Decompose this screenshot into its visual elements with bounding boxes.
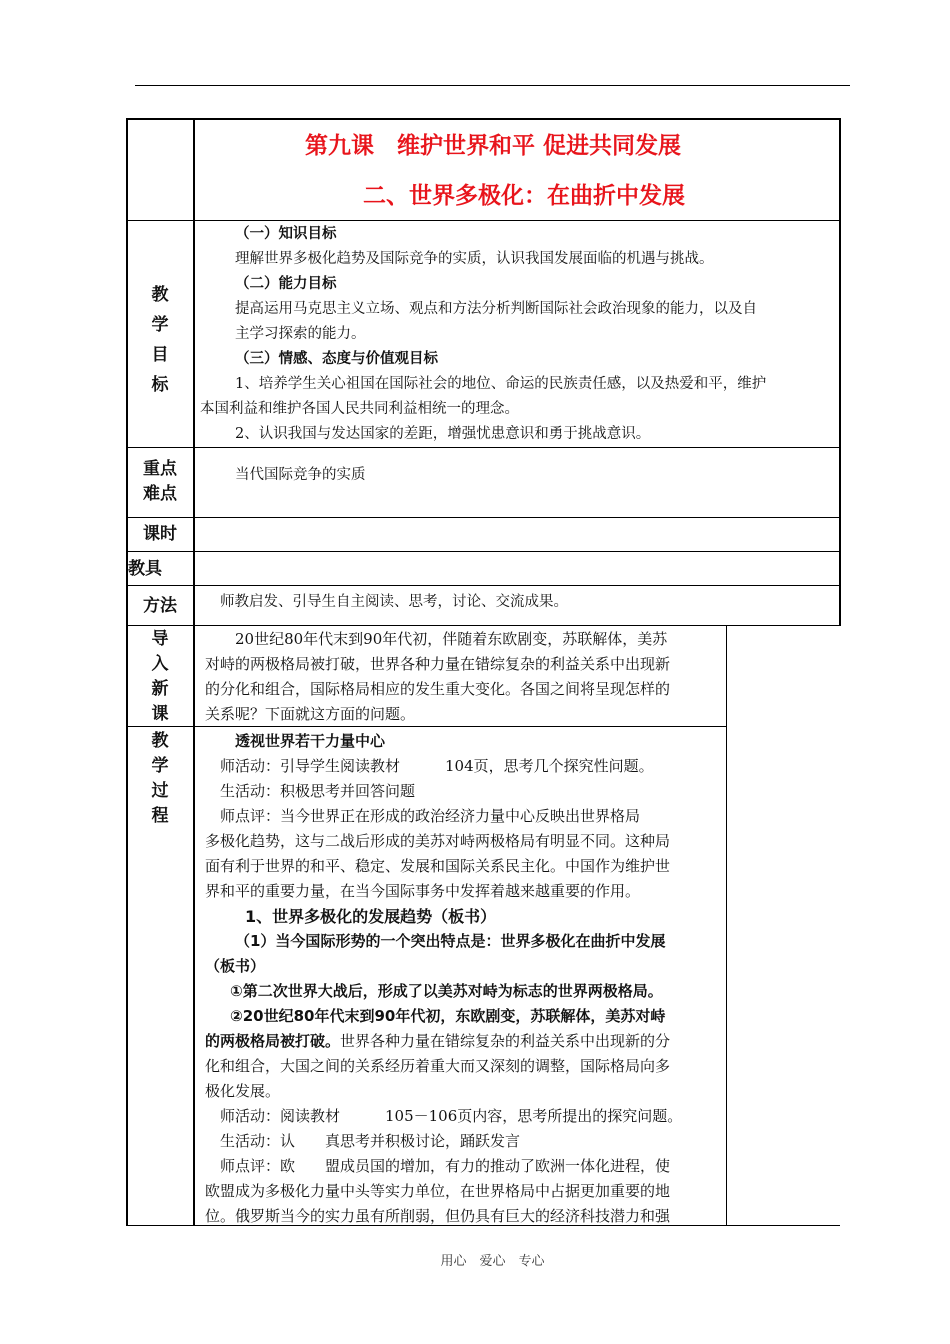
intro-label-char: 课 — [151, 704, 169, 724]
board-point-line — [205, 1029, 725, 1054]
row-divider — [127, 551, 840, 552]
section-title: 二、世界多极化：在曲折中发展 — [363, 183, 685, 209]
method-label: 方法 — [143, 596, 177, 616]
intro-line: 20世纪80年代末到90年代初，伴随着东欧剧变，苏联解体，美苏 — [205, 630, 668, 648]
goals-label — [140, 280, 180, 400]
goals-label-char: 教 — [151, 285, 169, 305]
key-points-label-line: 重点 — [143, 459, 177, 479]
lesson-title: 第九课 维护世界和平 促进共同发展 — [305, 133, 682, 159]
intro-label-char: 导 — [151, 629, 169, 649]
board-point: ①第二次世界大战后，形成了以美苏对峙为标志的世界两极格局。 — [230, 982, 663, 1000]
ability-heading: （二）能力目标 — [235, 276, 337, 292]
intro-line: 关系呢？下面就这方面的问题。 — [205, 705, 416, 723]
teacher-activity: 师活动：引导学生阅读教材 104页，思考几个探究性问题。 — [220, 757, 654, 775]
method-text: 师教启发、引导生自主阅读、思考，讨论、交流成果。 — [220, 594, 568, 610]
row-divider — [127, 220, 840, 221]
key-points-label-line: 难点 — [143, 484, 177, 504]
goals-label-char: 目 — [151, 345, 169, 365]
row-divider — [127, 447, 840, 448]
student-activity: 生活动：积极思考并回答问题 — [220, 782, 416, 800]
board-point-line: 极化发展。 — [205, 1082, 281, 1100]
teacher-comment-line: 师点评：当今世界正在形成的政治经济力量中心反映出世界格局 — [220, 807, 641, 825]
process-topic: 透视世界若干力量中心 — [235, 732, 386, 750]
teacher-comment-line: 欧盟成为多极化力量中头等实力单位，在世界格局中占据更加重要的地 — [205, 1182, 671, 1200]
teacher-activity: 师活动：阅读教材 105－106页内容，思考所提出的探究问题。 — [220, 1107, 683, 1125]
process-label-char: 学 — [151, 756, 169, 776]
board-point: ②20世纪80年代末到90年代初，东欧剧变，苏联解体，美苏对峙 — [230, 1007, 666, 1025]
teacher-comment-line: 位。俄罗斯当今的实力虽有所削弱，但仍具有巨大的经济科技潜力和强 — [205, 1207, 671, 1225]
emotion-text: 本国利益和维护各国人民共同利益相统一的理念。 — [200, 401, 519, 417]
emotion-text: 2、认识我国与发达国家的差距，增强忧患意识和勇于挑战意识。 — [235, 426, 651, 442]
table-left-border — [126, 118, 128, 1226]
key-points-label — [140, 457, 180, 507]
knowledge-text: 理解世界多极化趋势及国际竞争的实质，认识我国发展面临的机遇与挑战。 — [235, 251, 714, 267]
label-column-divider — [193, 118, 195, 1226]
row-divider — [127, 585, 840, 586]
table-top-border — [127, 118, 840, 120]
student-activity: 生活动：认 真思考并积极讨论，踊跃发言 — [220, 1132, 521, 1150]
board-point-bold: 的两极格局被打破。 — [205, 1032, 341, 1050]
process-label-char: 过 — [151, 781, 169, 801]
intro-line: 对峙的两极格局被打破，世界各种力量在错综复杂的利益关系中出现新 — [205, 655, 671, 673]
teacher-comment-line: 界和平的重要力量，在当今国际事务中发挥着越来越重要的作用。 — [205, 882, 641, 900]
knowledge-heading: （一）知识目标 — [235, 226, 337, 242]
intro-line: 的分化和组合，国际格局相应的发生重大变化。各国之间将呈现怎样的 — [205, 680, 671, 698]
teacher-comment-line: 面有利于世界的和平、稳定、发展和国际关系民主化。中国作为维护世 — [205, 857, 671, 875]
goals-content — [200, 222, 835, 447]
teacher-comment-line: 多极化趋势，这与二战后形成的美苏对峙两极格局有明显不同。这种局 — [205, 832, 671, 850]
emotion-heading: （三）情感、态度与价值观目标 — [235, 351, 438, 367]
teacher-comment-line: 师点评：欧 盟成员国的增加，有力的推动了欧洲一体化进程，使 — [220, 1157, 671, 1175]
emotion-text: 1、培养学生关心祖国在国际社会的地位、命运的民族责任感，以及热爱和平，维护 — [235, 376, 767, 392]
intro-content — [205, 627, 725, 727]
board-point-text: 世界各种力量在错综复杂的利益关系中出现新的分 — [340, 1032, 671, 1050]
board-subheading: （1）当今国际形势的一个突出特点是：世界多极化在曲折中发展 — [235, 932, 666, 950]
process-content — [205, 729, 725, 1229]
process-label-char: 教 — [151, 731, 169, 751]
table-right-border — [839, 118, 841, 626]
page-footer: 用心 爱心 专心 — [440, 1254, 545, 1269]
intro-label-char: 入 — [151, 654, 169, 674]
process-label — [140, 729, 180, 829]
key-points-text: 当代国际竞争的实质 — [235, 467, 366, 483]
intro-label — [140, 627, 180, 727]
ability-text: 提高运用马克思主义立场、观点和方法分析判断国际社会政治现象的能力，以及自 — [235, 301, 757, 317]
goals-label-char: 标 — [151, 375, 169, 395]
board-point-line: 化和组合，大国之间的关系经历着重大而又深刻的调整，国际格局向多 — [205, 1057, 671, 1075]
process-label-char: 程 — [151, 806, 169, 826]
row-divider — [127, 625, 840, 626]
goals-label-char: 学 — [151, 315, 169, 335]
board-subheading: （板书） — [205, 957, 266, 975]
ability-text: 主学习探索的能力。 — [235, 326, 366, 342]
intro-label-char: 新 — [151, 679, 169, 699]
row-divider — [127, 517, 840, 518]
lower-right-border — [726, 625, 727, 1226]
teaching-tools-label: 教具 — [128, 559, 162, 579]
board-heading: 1、世界多极化的发展趋势（板书） — [245, 907, 497, 926]
page-header-rule — [135, 85, 850, 86]
class-hours-label: 课时 — [143, 524, 177, 544]
